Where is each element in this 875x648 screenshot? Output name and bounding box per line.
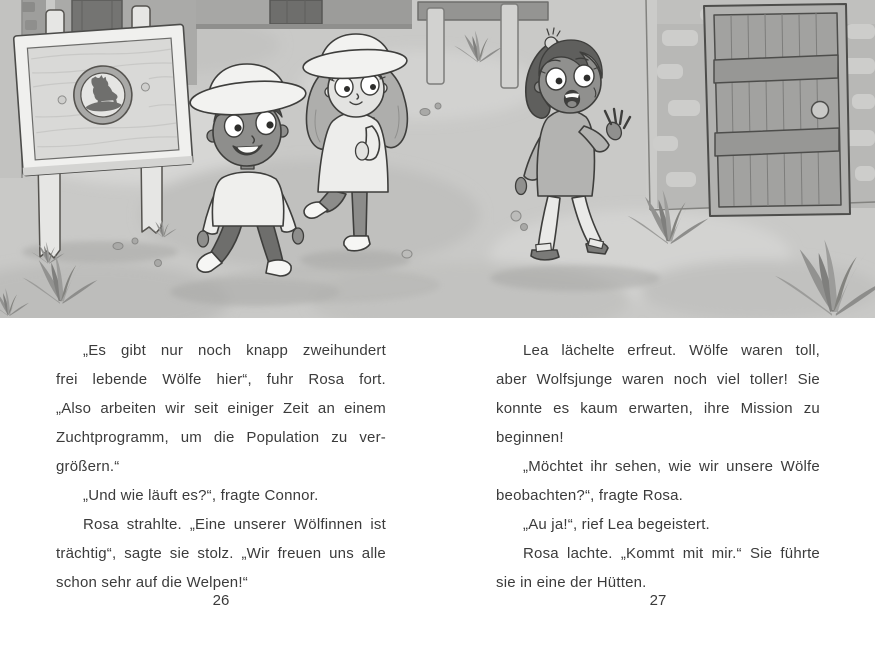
text-line: „Also arbeiten wir seit einiger Zeit an einem [56,400,386,417]
center-building [196,0,412,29]
boy-back-shoe [266,260,291,276]
sign-screw-left [58,96,67,105]
text-line: aber Wolfsjunge waren noch viel toller! Sie [496,371,820,388]
text-line: größern.“ [56,458,120,475]
text-line: „Au ja!“, rief Lea begeistert. [523,516,710,533]
text-line: „Es gibt nur noch knapp zweihundert [83,342,386,359]
text-line: frei lebende Wölfe hier“, fuhr Rosa fort. [56,371,386,388]
text-line: Rosa lachte. „Kommt mit mir.“ Sie führte [523,545,820,562]
text-line: Rosa strahlte. „Eine unserer Wölfinnen ist [83,516,386,533]
page-number-right: 27 [649,592,667,609]
page-number-left: 26 [212,592,230,609]
text-line: Lea lächelte erfreut. Wölfe waren toll, [523,342,820,359]
left-page-text [56,336,386,597]
stone-wall [646,0,875,216]
text-line: konnte es kaum erwarten, ihre Mission zu [496,400,820,417]
girl-hat-back-shoe [344,236,370,251]
door-knob [812,102,829,119]
text-line: Zuchtprogramm, um die Population zu ver- [56,429,386,446]
text-line: „Und wie läuft es?“, fragte Connor. [83,487,319,504]
text-line: „Möchtet ihr sehen, wie wir unsere Wölfe [523,458,820,475]
text-line: beobachten?“, fragte Rosa. [496,487,683,504]
text-line: beginnen! [496,429,564,446]
text-line: trächtig“, sagte sie stolz. „Wir freuen uns alle [56,545,386,562]
text-line: sie in eine der Hütten. [496,574,647,591]
wooden-door [704,4,850,216]
right-page-text [496,336,820,597]
text-line: schon sehr auf die Welpen!“ [56,574,248,591]
story-illustration [0,0,875,318]
sign-screw-right [141,83,150,92]
